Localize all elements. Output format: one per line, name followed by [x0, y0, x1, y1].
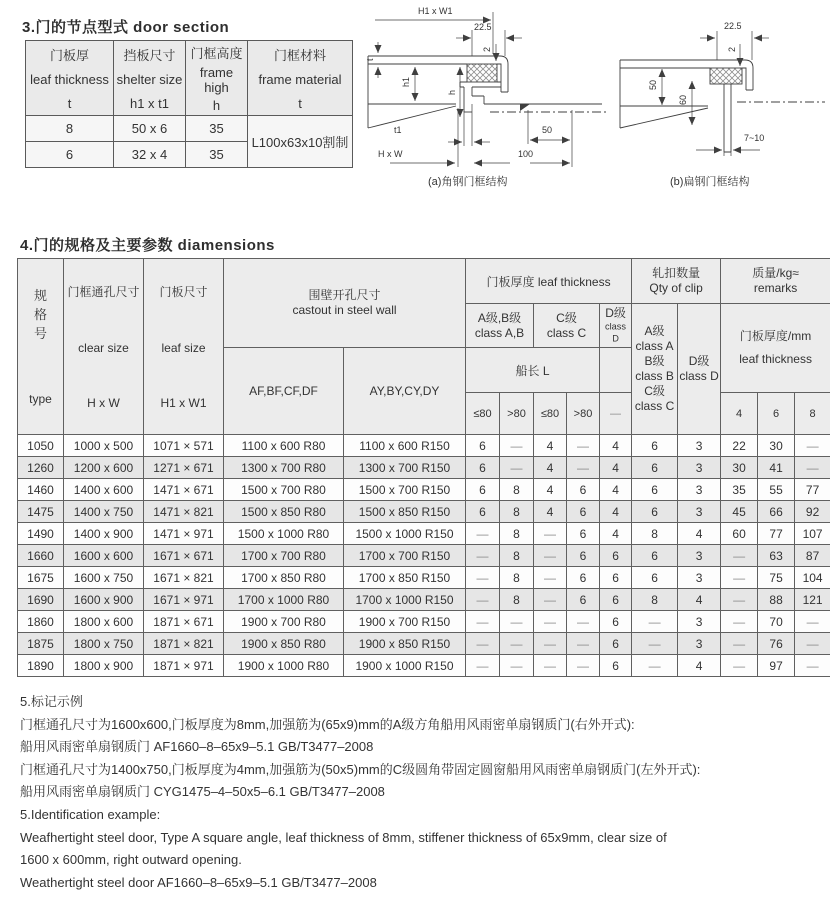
mass-sub-header	[721, 304, 830, 393]
spec-cell: 4	[534, 479, 567, 501]
spec-type-cell: 1675	[18, 567, 64, 589]
spec-cell: 6	[632, 567, 678, 589]
class-d-spacer	[600, 348, 632, 393]
clip-d-header	[678, 304, 721, 435]
spec-cell: 6	[632, 501, 678, 523]
class-c-header	[534, 304, 600, 348]
spec-cell: 1271 × 671	[144, 457, 224, 479]
spec-cell: 6	[632, 479, 678, 501]
spec-cell: —	[534, 611, 567, 633]
spec-type-cell: 1475	[18, 501, 64, 523]
example-line: Weafhertight steel door, Type A square angle, leaf thickness of 8mm, stiffener thickness of 65x9mm, clear size of	[20, 829, 667, 845]
spec-cell: —	[795, 655, 830, 677]
col-label-zh: 门框材料	[273, 48, 326, 64]
col-label-en: frame high	[199, 64, 234, 95]
weld-mark	[520, 104, 530, 111]
mass-sub-en: leaf thickness	[739, 352, 812, 366]
thickness-group-header	[466, 259, 632, 304]
dim-label: 22.5	[474, 22, 492, 32]
spec-cell: 1071 × 571	[144, 435, 224, 457]
spec-type-cell: 1050	[18, 435, 64, 457]
col-label-sym: t	[298, 95, 302, 111]
spec-cell: 6	[567, 479, 600, 501]
col-label-en: frame material	[258, 72, 342, 88]
spec-cell: —	[632, 655, 678, 677]
spec-row	[18, 655, 830, 677]
spec-cell: —	[721, 545, 758, 567]
spec-cell: —	[632, 633, 678, 655]
spec-cell: —	[721, 567, 758, 589]
dim-label: 7~10	[744, 133, 765, 143]
spec-cell: 1900 x 1000 R150	[344, 655, 466, 677]
dim-label: 60	[678, 94, 688, 105]
spec-cell: 6	[466, 457, 500, 479]
spec-cell: 1671 × 671	[144, 545, 224, 567]
ship-length-header: 船长 L	[466, 348, 600, 393]
spec-cell: 8	[500, 479, 534, 501]
example-line: 船用风雨密单扇钢质门 AF1660–8–65x9–5.1 GB/T3477–2008	[20, 739, 374, 755]
clip-zh: 轧扣数量	[652, 266, 701, 280]
spec-row	[18, 545, 830, 567]
spec-type-cell: 1860	[18, 611, 64, 633]
spec-cell: —	[534, 633, 567, 655]
col-label-zh: 挡板尺寸	[123, 48, 176, 64]
castout-en: castout in steel wall	[292, 303, 397, 317]
spec-cell: 8	[632, 589, 678, 611]
spec-cell: 6	[466, 479, 500, 501]
ab-zh: A级,B级	[477, 310, 522, 325]
clip-abc-header	[632, 304, 678, 435]
spec-cell: 6	[567, 567, 600, 589]
spec-cell: 1871 × 821	[144, 633, 224, 655]
spec-cell: 4	[600, 523, 632, 545]
col-label-sym: h1 x t1	[129, 95, 170, 111]
spec-cell: 41	[758, 457, 795, 479]
cell: 6	[26, 142, 114, 168]
castout-group-header	[224, 259, 466, 348]
dim-label: H x W	[378, 149, 403, 159]
col-frame-material	[248, 41, 353, 116]
spec-cell: —	[534, 655, 567, 677]
spec-cell: 1500 x 1000 R80	[224, 523, 344, 545]
section3-title: 3.门的节点型式 door section	[22, 19, 230, 36]
spec-cell: —	[500, 435, 534, 457]
spec-cell: 8	[632, 523, 678, 545]
dim-label: h1	[401, 76, 411, 87]
spec-cell: —	[721, 589, 758, 611]
col-clear-size-header	[64, 259, 144, 435]
col-type-header	[18, 259, 64, 435]
spec-cell: 1600 x 900	[64, 589, 144, 611]
spec-table-body	[18, 435, 830, 677]
spec-cell: —	[567, 611, 600, 633]
spec-cell: —	[466, 523, 500, 545]
cell: 35	[186, 142, 248, 168]
example-line: 1600 x 600mm, right outward opening.	[20, 852, 242, 868]
cell: 35	[186, 116, 248, 142]
spec-cell: 8	[500, 501, 534, 523]
type-en: type	[29, 392, 52, 407]
dim-label: 2	[727, 46, 737, 52]
dim-label: H1 x W1	[418, 6, 453, 16]
spec-type-cell: 1890	[18, 655, 64, 677]
clip-b-en: class B	[635, 369, 674, 383]
spec-cell: —	[466, 589, 500, 611]
spec-cell: 45	[721, 501, 758, 523]
col-leaf-size-header	[144, 259, 224, 435]
spec-cell: —	[567, 633, 600, 655]
dim-label: h	[447, 89, 457, 95]
clip-b-zh: B级	[644, 354, 665, 368]
col-shelter-size	[114, 41, 186, 116]
spec-cell: —	[466, 655, 500, 677]
spec-row	[18, 589, 830, 611]
spec-cell: 1500 x 700 R80	[224, 479, 344, 501]
spec-cell: —	[466, 567, 500, 589]
spec-cell: 1700 x 850 R80	[224, 567, 344, 589]
leaf-sym: H1 x W1	[160, 396, 207, 410]
spec-cell: 6	[567, 501, 600, 523]
spec-cell: 1700 x 850 R150	[344, 567, 466, 589]
table-row	[26, 116, 353, 142]
spec-cell: 1900 x 700 R150	[344, 611, 466, 633]
spec-cell: 1300 x 700 R150	[344, 457, 466, 479]
example-line: 船用风雨密单扇钢质门 CYG1475–4–50x5–6.1 GB/T3477–2008	[20, 784, 385, 800]
spec-cell: 8	[500, 567, 534, 589]
col-leaf-thickness	[26, 41, 114, 116]
dim-label: 50	[542, 125, 553, 135]
spec-cell: 77	[795, 479, 830, 501]
dim-label: 2	[482, 46, 492, 52]
spec-row	[18, 523, 830, 545]
spec-cell: —	[721, 633, 758, 655]
example-line: 门框通孔尺寸为1400x750,门板厚度为4mm,加强筋为(50x5)mm的C级圆角带固定圆窗船用风雨密单扇钢质门(左外开式):	[20, 761, 701, 777]
gasket-hatch	[467, 64, 497, 82]
col-label-zh: 门板厚	[49, 48, 89, 64]
dim-label: 100	[518, 149, 534, 159]
d-zh: D级	[605, 305, 626, 320]
spec-cell: 1471 × 971	[144, 523, 224, 545]
c-zh: C级	[556, 310, 577, 325]
mass-4-header: 4	[721, 393, 758, 435]
leaf-en: leaf size	[161, 341, 206, 355]
spec-cell: 1700 x 700 R150	[344, 545, 466, 567]
spec-cell: 3	[678, 567, 721, 589]
spec-cell: 1900 x 850 R80	[224, 633, 344, 655]
spec-cell: 3	[678, 457, 721, 479]
spec-cell: 4	[678, 655, 721, 677]
spec-cell: 6	[600, 567, 632, 589]
spec-cell: —	[795, 611, 830, 633]
spec-cell: —	[466, 633, 500, 655]
marking-examples	[20, 691, 820, 894]
spec-cell: 6	[600, 589, 632, 611]
clip-c-en: class C	[634, 399, 675, 413]
spec-cell: 76	[758, 633, 795, 655]
spec-row	[18, 457, 830, 479]
dimension-labels	[365, 6, 552, 159]
spec-cell: —	[721, 611, 758, 633]
spec-cell: 1700 x 1000 R80	[224, 589, 344, 611]
spec-cell: 1871 × 671	[144, 611, 224, 633]
frame-material-cell: L100x63x10割制	[248, 116, 353, 168]
spec-cell: 30	[758, 435, 795, 457]
spec-cell: 6	[600, 611, 632, 633]
spec-row	[18, 479, 830, 501]
clear-en: clear size	[78, 341, 129, 355]
spec-cell: 6	[632, 435, 678, 457]
class-ab-header	[466, 304, 534, 348]
spec-row	[18, 567, 830, 589]
spec-cell: 97	[758, 655, 795, 677]
spec-cell: 107	[795, 523, 830, 545]
clip-group-header	[632, 259, 721, 304]
spec-cell: 1500 x 700 R150	[344, 479, 466, 501]
dim-label: 50	[648, 79, 658, 90]
spec-cell: 104	[795, 567, 830, 589]
spec-row	[18, 633, 830, 655]
spec-cell: 1671 × 821	[144, 567, 224, 589]
spec-cell: 3	[678, 633, 721, 655]
clear-sym: H x W	[87, 396, 120, 410]
spec-cell: —	[534, 545, 567, 567]
mass-8-header: 8	[795, 393, 830, 435]
spec-cell: 70	[758, 611, 795, 633]
spec-cell: 22	[721, 435, 758, 457]
spec-cell: —	[534, 567, 567, 589]
spec-cell: 6	[600, 655, 632, 677]
spec-cell: 4	[678, 523, 721, 545]
flat-frame-diagram	[612, 0, 830, 200]
spec-cell: 3	[678, 435, 721, 457]
spec-cell: 4	[600, 479, 632, 501]
spec-cell: —	[500, 633, 534, 655]
spec-cell: 1500 x 850 R150	[344, 501, 466, 523]
clip-d-en: class D	[679, 369, 719, 383]
section4-title: 4.门的规格及主要参数 diamensions	[20, 237, 275, 254]
col-label-en: shelter size	[116, 72, 183, 88]
thick-zh: 门板厚度	[486, 274, 535, 289]
spec-cell: —	[500, 611, 534, 633]
spec-cell: 8	[500, 589, 534, 611]
spec-cell: 6	[632, 457, 678, 479]
spec-cell: 4	[600, 457, 632, 479]
ab-en: class A,B	[474, 325, 525, 340]
example-line: 5.标记示例	[20, 694, 83, 709]
spec-cell: 1671 × 971	[144, 589, 224, 611]
mass-sub-zh: 门板厚度/mm	[739, 329, 812, 343]
clear-zh: 门框通孔尺寸	[67, 285, 140, 299]
spec-cell: 8	[500, 545, 534, 567]
spec-cell: —	[466, 611, 500, 633]
d-en: class D	[605, 321, 627, 344]
spec-cell: —	[534, 589, 567, 611]
spec-cell: 1500 x 850 R80	[224, 501, 344, 523]
spec-cell: 3	[678, 479, 721, 501]
spec-cell: 30	[721, 457, 758, 479]
spec-cell: 3	[678, 545, 721, 567]
spec-row	[18, 501, 830, 523]
spec-cell: 1800 x 750	[64, 633, 144, 655]
spec-cell: 4	[600, 435, 632, 457]
spec-cell: —	[567, 655, 600, 677]
spec-cell: 4	[534, 501, 567, 523]
d-dash-header: —	[600, 393, 632, 435]
spec-cell: 1500 x 1000 R150	[344, 523, 466, 545]
spec-cell: 6	[600, 545, 632, 567]
spec-cell: —	[632, 611, 678, 633]
spec-cell: 4	[678, 589, 721, 611]
c-le80-header: ≤80	[534, 393, 567, 435]
spec-cell: 1600 x 600	[64, 545, 144, 567]
dim-label: t	[365, 58, 375, 61]
spec-cell: 121	[795, 589, 830, 611]
spec-row	[18, 611, 830, 633]
spec-cell: 6	[567, 545, 600, 567]
col-label-en: leaf thickness	[30, 72, 109, 88]
spec-cell: 1800 x 600	[64, 611, 144, 633]
spec-cell: 1000 x 500	[64, 435, 144, 457]
cell: 32 x 4	[114, 142, 186, 168]
clip-en: Qty of clip	[649, 281, 703, 295]
spec-cell: 1900 x 850 R150	[344, 633, 466, 655]
diagram-a-caption: (a)角钢门框结构	[428, 176, 508, 188]
spec-cell: 66	[758, 501, 795, 523]
class-d-header	[600, 304, 632, 348]
castout-y-header: AY,BY,CY,DY	[344, 348, 466, 435]
mass-en: remarks	[753, 281, 798, 295]
spec-cell: 1400 x 900	[64, 523, 144, 545]
ab-gt80-header: >80	[500, 393, 534, 435]
spec-cell: 1700 x 700 R80	[224, 545, 344, 567]
castout-zh: 围壁开孔尺寸	[308, 288, 381, 302]
spec-cell: 88	[758, 589, 795, 611]
cell: 50 x 6	[114, 116, 186, 142]
ab-le80-header: ≤80	[466, 393, 500, 435]
spec-cell: —	[466, 545, 500, 567]
spec-cell: 1871 × 971	[144, 655, 224, 677]
spec-cell: 3	[678, 501, 721, 523]
clip-c-zh: C级	[644, 384, 665, 398]
spec-cell: 8	[500, 523, 534, 545]
spec-cell: 92	[795, 501, 830, 523]
spec-cell: 1900 x 1000 R80	[224, 655, 344, 677]
spec-cell: 1471 × 821	[144, 501, 224, 523]
dimensions-table	[17, 258, 830, 677]
dim-label: t1	[394, 125, 402, 135]
spec-cell: 1400 x 750	[64, 501, 144, 523]
spec-cell: 60	[721, 523, 758, 545]
spec-cell: 1471 × 671	[144, 479, 224, 501]
example-line: 门框通孔尺寸为1600x600,门板厚度为8mm,加强筋为(65x9)mm的A级方角船用风雨密单扇钢质门(右外开式):	[20, 716, 635, 732]
castout-f-header: AF,BF,CF,DF	[224, 348, 344, 435]
spec-cell: 1900 x 700 R80	[224, 611, 344, 633]
spec-type-cell: 1875	[18, 633, 64, 655]
clip-d-zh: D级	[688, 354, 710, 368]
spec-cell: —	[500, 457, 534, 479]
spec-cell: —	[795, 457, 830, 479]
spec-cell: 1700 x 1000 R150	[344, 589, 466, 611]
example-line: 5.Identification example:	[20, 806, 161, 822]
spec-cell: 1100 x 600 R150	[344, 435, 466, 457]
col-label-sym: h	[212, 98, 221, 114]
spec-cell: 75	[758, 567, 795, 589]
spec-type-cell: 1460	[18, 479, 64, 501]
spec-cell: —	[567, 435, 600, 457]
spec-cell: —	[534, 523, 567, 545]
spec-cell: 6	[567, 589, 600, 611]
mass-zh: 质量/kg≈	[752, 266, 799, 280]
spec-cell: 1800 x 900	[64, 655, 144, 677]
spec-cell: 1100 x 600 R80	[224, 435, 344, 457]
spec-cell: 4	[534, 435, 567, 457]
spec-cell: —	[500, 655, 534, 677]
spec-type-cell: 1490	[18, 523, 64, 545]
col-label-zh: 门框高度	[190, 45, 243, 61]
spec-cell: 4	[534, 457, 567, 479]
spec-cell: 6	[567, 523, 600, 545]
spec-cell: 55	[758, 479, 795, 501]
c-en: class C	[546, 325, 587, 340]
spec-type-cell: 1260	[18, 457, 64, 479]
col-label-sym: t	[67, 95, 72, 111]
mass-6-header: 6	[758, 393, 795, 435]
thick-en: leaf thickness	[537, 274, 611, 289]
example-line: Weathertight steel door AF1660–8–65x9–5.1 GB/T3477–2008	[20, 874, 377, 890]
spec-cell: 77	[758, 523, 795, 545]
spec-cell: 1600 x 750	[64, 567, 144, 589]
spec-cell: 1200 x 600	[64, 457, 144, 479]
spec-cell: —	[795, 633, 830, 655]
angle-frame-diagram	[360, 0, 612, 200]
spec-cell: 35	[721, 479, 758, 501]
c-gt80-header: >80	[567, 393, 600, 435]
spec-cell: —	[567, 457, 600, 479]
mass-group-header	[721, 259, 830, 304]
spec-cell: 6	[632, 545, 678, 567]
spec-cell: 1400 x 600	[64, 479, 144, 501]
dim-label: 22.5	[724, 21, 742, 31]
spec-cell: 1300 x 700 R80	[224, 457, 344, 479]
cell: 8	[26, 116, 114, 142]
spec-cell: 6	[466, 435, 500, 457]
col-frame-high	[186, 41, 248, 116]
spec-cell: 87	[795, 545, 830, 567]
spec-type-cell: 1660	[18, 545, 64, 567]
dimension-labels	[648, 21, 764, 143]
clip-a-en: class A	[635, 339, 674, 353]
spec-cell: 63	[758, 545, 795, 567]
diagram-b-caption: (b)扁钢门框结构	[670, 176, 750, 188]
leaf-zh: 门板尺寸	[159, 285, 208, 299]
spec-cell: 3	[678, 611, 721, 633]
spec-cell: 6	[466, 501, 500, 523]
clip-a-zh: A级	[644, 324, 665, 338]
gasket-hatch	[710, 68, 742, 84]
type-zh: 规格号	[33, 287, 47, 341]
door-section-table	[25, 40, 353, 168]
spec-cell: —	[721, 655, 758, 677]
spec-row	[18, 435, 830, 457]
spec-type-cell: 1690	[18, 589, 64, 611]
spec-cell: 6	[600, 633, 632, 655]
spec-cell: 4	[600, 501, 632, 523]
spec-cell: —	[795, 435, 830, 457]
dimension-lines	[375, 12, 572, 167]
